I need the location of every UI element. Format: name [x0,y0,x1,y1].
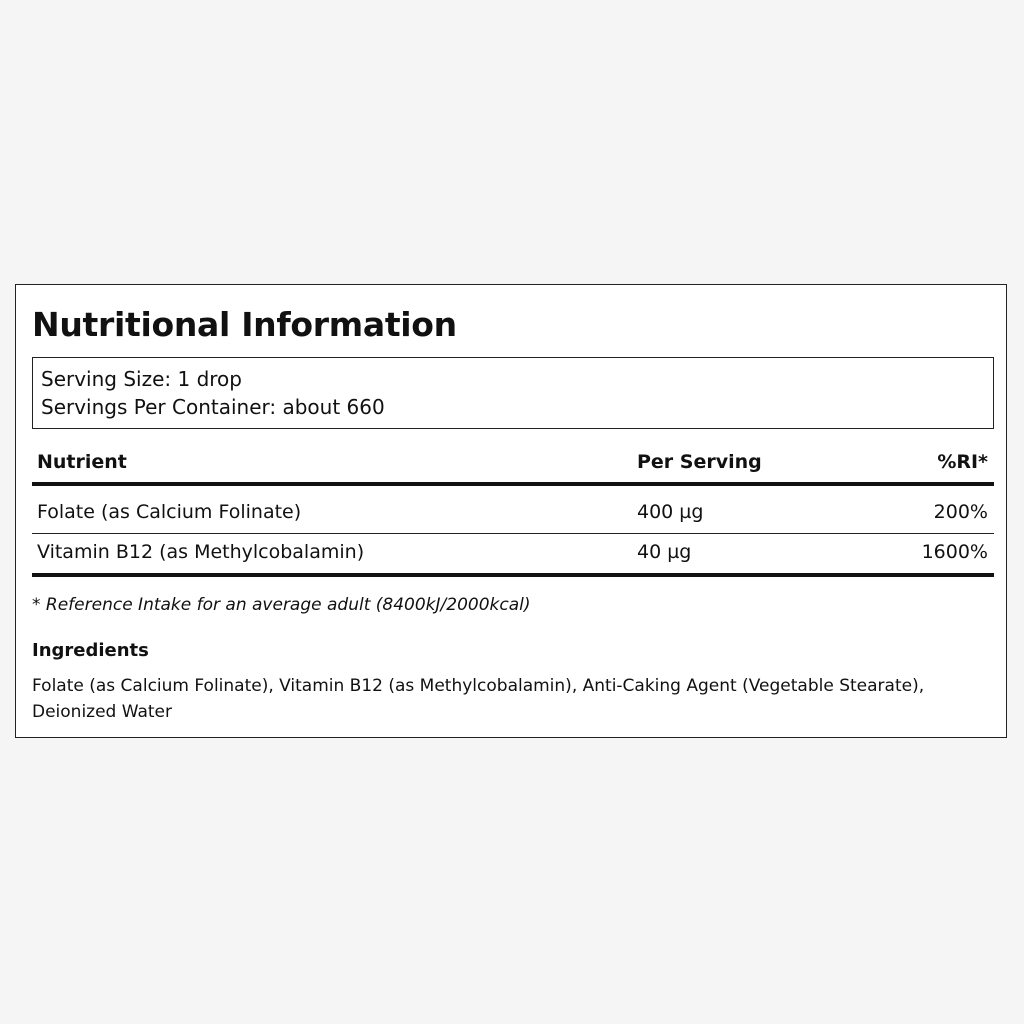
nutrient-name: Vitamin B12 (as Methylcobalamin) [37,541,365,563]
header-ri: %RI* [937,451,988,473]
panel-title: Nutritional Information [32,305,457,344]
nutrient-ri: 1600% [921,541,988,563]
ingredients-list: Folate (as Calcium Folinate), Vitamin B12 (as Methylcobalamin), Anti-Caking Agent (Vegetable Stearate), Deionized Water [32,676,925,722]
nutrient-amount: 40 µg [637,541,692,563]
nutrient-table [32,442,994,577]
header-nutrient: Nutrient [37,451,127,473]
nutrient-amount: 400 µg [637,501,704,523]
header-per-serving: Per Serving [637,451,762,473]
table-header-row [32,442,994,486]
nutrient-name: Folate (as Calcium Folinate) [37,501,302,523]
ingredients-heading: Ingredients [32,640,149,661]
serving-size: Serving Size: 1 drop [41,367,242,391]
serving-info-box [32,357,994,429]
table-row [32,486,994,534]
nutrient-ri: 200% [933,501,988,523]
nutrition-panel [15,284,1007,738]
ri-footnote: * Reference Intake for an average adult (8400kJ/2000kcal) [32,595,531,615]
table-row [32,534,994,577]
servings-per-container: Servings Per Container: about 660 [41,395,385,419]
